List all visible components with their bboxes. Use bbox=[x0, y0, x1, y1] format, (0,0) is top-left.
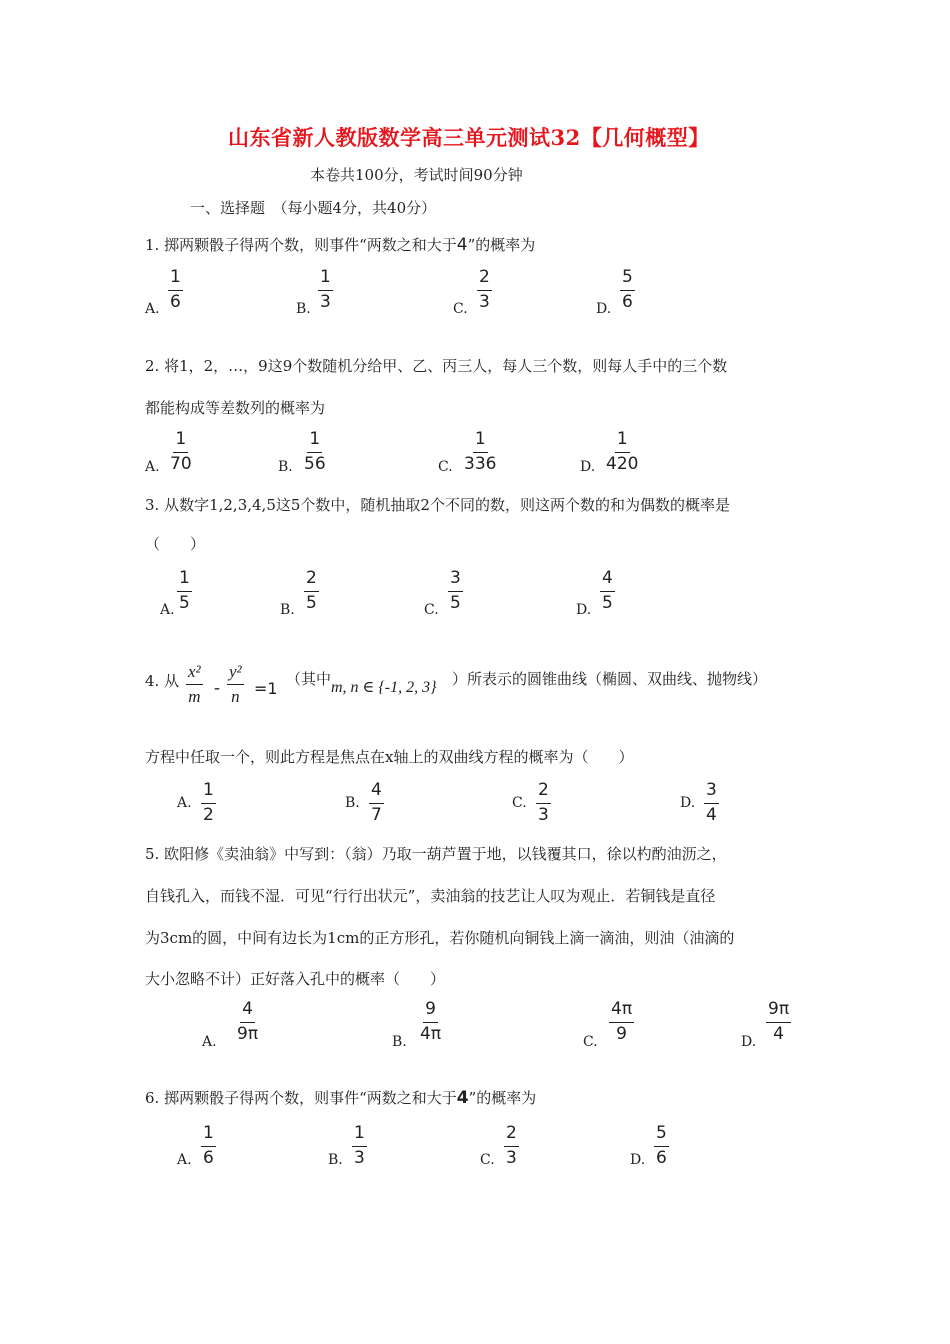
denominator: 3 bbox=[354, 1147, 365, 1168]
denominator: 5 bbox=[306, 592, 317, 613]
question-6-text: 6. 掷两颗骰子得两个数，则事件“两数之和大于 bbox=[145, 1089, 457, 1107]
numerator: 3 bbox=[448, 569, 463, 592]
option-d-fraction bbox=[704, 781, 719, 825]
numerator: 4 bbox=[600, 569, 615, 592]
numerator: 1 bbox=[307, 430, 322, 453]
numerator: 1 bbox=[177, 569, 192, 592]
denominator: 6 bbox=[656, 1147, 667, 1168]
numerator: 5 bbox=[654, 1124, 669, 1147]
option-c-label: C. bbox=[583, 1034, 598, 1050]
option-c-label: C. bbox=[512, 795, 527, 811]
option-b-fraction bbox=[304, 569, 319, 613]
question-4-line-2: 方程中任取一个，则此方程是焦点在x轴上的双曲线方程的概率为（ ） bbox=[145, 748, 634, 766]
option-d-fraction bbox=[766, 1000, 791, 1044]
option-a-label: A. bbox=[145, 459, 160, 475]
option-a-label: A. bbox=[177, 795, 192, 811]
numerator: 1 bbox=[168, 268, 183, 291]
denominator: 3 bbox=[320, 291, 331, 312]
denominator: 9π bbox=[237, 1023, 259, 1044]
option-c-label: C. bbox=[453, 301, 468, 317]
denominator: 4 bbox=[773, 1023, 784, 1044]
numerator: 9π bbox=[766, 1000, 791, 1023]
denominator: 4π bbox=[420, 1023, 442, 1044]
numerator: 2 bbox=[477, 268, 492, 291]
option-c-fraction bbox=[609, 1000, 634, 1044]
option-a-label: A. bbox=[202, 1034, 217, 1050]
question-6-number: 4 bbox=[456, 1088, 469, 1108]
numerator: 4π bbox=[609, 1000, 634, 1023]
denominator: 3 bbox=[479, 291, 490, 312]
numerator: 1 bbox=[352, 1124, 367, 1147]
question-6-text-end: ”的概率为 bbox=[468, 1089, 537, 1107]
numerator: 1 bbox=[473, 430, 488, 453]
denominator: 5 bbox=[179, 592, 190, 613]
exam-info: 本卷共100分，考试时间90分钟 bbox=[310, 166, 523, 184]
option-b-label: B. bbox=[296, 301, 311, 317]
fraction-y-over-n bbox=[227, 662, 244, 706]
denominator: m bbox=[188, 686, 201, 706]
option-c-label: C. bbox=[480, 1152, 495, 1168]
option-b-label: B. bbox=[328, 1152, 343, 1168]
numerator: 1 bbox=[615, 430, 630, 453]
option-d-label: D. bbox=[580, 459, 596, 475]
option-d-fraction bbox=[620, 268, 635, 312]
question-1-text-end: ”的概率为 bbox=[467, 236, 536, 254]
section-heading: 一、选择题 （每小题4分，共40分） bbox=[190, 199, 437, 217]
denominator: n bbox=[231, 686, 240, 706]
question-3-line-1: 3. 从数字1,2,3,4,5这5个数中，随机抽取2个不同的数，则这两个数的和为偶数的概率是 bbox=[145, 496, 730, 514]
denominator: 6 bbox=[203, 1147, 214, 1168]
option-c-fraction bbox=[462, 430, 498, 474]
option-a-label: A. bbox=[145, 301, 160, 317]
question-5-line-2: 自钱孔入，而钱不湿．可见“行行出状元”，卖油翁的技艺让人叹为观止．若铜钱是直径 bbox=[145, 887, 716, 905]
option-b-label: B. bbox=[278, 459, 293, 475]
denominator: 420 bbox=[606, 453, 639, 474]
numerator: 1 bbox=[201, 1124, 216, 1147]
numerator: 2 bbox=[304, 569, 319, 592]
option-d-fraction bbox=[654, 1124, 669, 1168]
option-d-fraction bbox=[604, 430, 640, 474]
option-a-fraction bbox=[235, 1000, 260, 1044]
page-title: 山东省新人教版数学高三单元测试32【几何概型】 bbox=[228, 125, 710, 150]
question-4-mid: （其中 bbox=[286, 670, 332, 688]
option-b-label: B. bbox=[392, 1034, 407, 1050]
denominator: 3 bbox=[538, 804, 549, 825]
question-5-line-3: 为3cm的圆，中间有边长为1cm的正方形孔，若你随机向铜钱上滴一滴油，则油（油滴的 bbox=[145, 929, 735, 947]
question-1 bbox=[145, 234, 535, 255]
option-b-fraction bbox=[352, 1124, 367, 1168]
equals-one: =1 bbox=[254, 679, 278, 698]
denominator: 70 bbox=[170, 453, 192, 474]
denominator: 2 bbox=[203, 804, 214, 825]
denominator: 5 bbox=[602, 592, 613, 613]
option-c-fraction bbox=[536, 781, 551, 825]
denominator: 6 bbox=[170, 291, 181, 312]
parameter-set: m, n ∈ {-1, 2, 3} bbox=[331, 679, 437, 696]
denominator: 6 bbox=[622, 291, 633, 312]
denominator: 336 bbox=[464, 453, 497, 474]
numerator: 4 bbox=[369, 781, 384, 804]
option-b-fraction bbox=[318, 268, 333, 312]
numerator: x² bbox=[186, 662, 203, 685]
option-c-fraction bbox=[504, 1124, 519, 1168]
question-3-line-2: （ ） bbox=[145, 535, 206, 553]
option-a-fraction bbox=[177, 569, 192, 613]
option-d-label: D. bbox=[680, 795, 696, 811]
denominator: 56 bbox=[304, 453, 326, 474]
option-c-fraction bbox=[477, 268, 492, 312]
option-a-label: A. bbox=[160, 602, 175, 618]
numerator: 1 bbox=[173, 430, 188, 453]
option-a-label: A. bbox=[177, 1152, 192, 1168]
option-a-fraction bbox=[201, 1124, 216, 1168]
option-b-fraction bbox=[418, 1000, 443, 1044]
question-5-line-1: 5. 欧阳修《卖油翁》中写到：（翁）乃取一葫芦置于地，以钱覆其口，徐以杓酌油沥之， bbox=[145, 845, 727, 863]
option-d-fraction bbox=[600, 569, 615, 613]
option-a-fraction bbox=[201, 781, 216, 825]
question-1-number: 4 bbox=[456, 235, 468, 255]
numerator: y² bbox=[227, 662, 244, 685]
numerator: 3 bbox=[704, 781, 719, 804]
denominator: 9 bbox=[616, 1023, 627, 1044]
option-b-label: B. bbox=[345, 795, 360, 811]
option-c-label: C. bbox=[424, 602, 439, 618]
option-b-label: B. bbox=[280, 602, 295, 618]
question-2-line-2: 都能构成等差数列的概率为 bbox=[145, 399, 326, 417]
minus-sign: - bbox=[214, 677, 220, 697]
question-2-line-1: 2. 将1，2，…，9这9个数随机分给甲、乙、丙三人，每人三个数，则每人手中的三个数 bbox=[145, 357, 728, 375]
option-d-label: D. bbox=[630, 1152, 646, 1168]
numerator: 5 bbox=[620, 268, 635, 291]
option-c-label: C. bbox=[438, 459, 453, 475]
denominator: 4 bbox=[706, 804, 717, 825]
question-6 bbox=[145, 1087, 536, 1108]
option-d-label: D. bbox=[741, 1034, 757, 1050]
question-4-suffix: ）所表示的圆锥曲线（椭圆、双曲线、抛物线） bbox=[452, 670, 768, 688]
denominator: 7 bbox=[371, 804, 382, 825]
question-5-line-4: 大小忽略不计）正好落入孔中的概率（ ） bbox=[145, 970, 446, 988]
denominator: 5 bbox=[450, 592, 461, 613]
option-b-fraction bbox=[302, 430, 328, 474]
numerator: 9 bbox=[423, 1000, 438, 1023]
numerator: 2 bbox=[504, 1124, 519, 1147]
option-d-label: D. bbox=[576, 602, 592, 618]
denominator: 3 bbox=[506, 1147, 517, 1168]
numerator: 4 bbox=[240, 1000, 255, 1023]
option-c-fraction bbox=[448, 569, 463, 613]
option-a-fraction bbox=[168, 268, 183, 312]
option-d-label: D. bbox=[596, 301, 612, 317]
option-b-fraction bbox=[369, 781, 384, 825]
numerator: 2 bbox=[536, 781, 551, 804]
question-1-text: 1. 掷两颗骰子得两个数，则事件“两数之和大于 bbox=[145, 236, 457, 254]
fraction-x-over-m bbox=[186, 662, 203, 706]
question-4-prefix: 4. 从 bbox=[145, 672, 180, 690]
option-a-fraction bbox=[168, 430, 194, 474]
numerator: 1 bbox=[318, 268, 333, 291]
numerator: 1 bbox=[201, 781, 216, 804]
